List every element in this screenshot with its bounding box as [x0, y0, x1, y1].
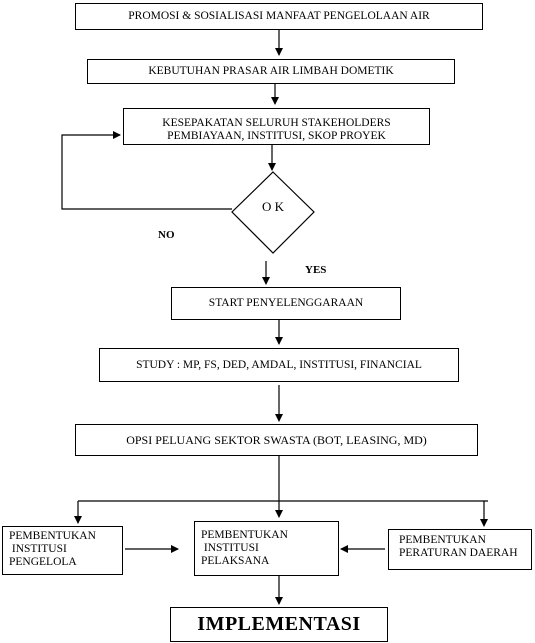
opsi-box — [75, 424, 478, 456]
start-text: START PENYELENGGARAAN — [208, 297, 364, 309]
kesepakatan-box — [123, 108, 430, 145]
pelaksana-box — [194, 521, 339, 576]
pelaksana-text-line3: PELAKSANA — [201, 555, 270, 567]
implementasi-text: IMPLEMENTASI — [197, 613, 361, 635]
peraturan-text-line1: PEMBENTUKAN — [399, 534, 486, 546]
start-box — [171, 287, 401, 320]
kebutuhan-text: KEBUTUHAN PRASAR AIR LIMBAH DOMETIK — [148, 65, 394, 77]
decision-text-wrap — [243, 196, 303, 218]
yes-label: YES — [305, 264, 327, 276]
promosi-box — [75, 3, 483, 30]
opsi-text: OPSI PELUANG SEKTOR SWASTA (BOT, LEASING, MD) — [126, 432, 427, 447]
study-text: STUDY : MP, FS, DED, AMDAL, INSTITUSI, FINANCIAL — [136, 358, 422, 371]
peraturan-text-line2: PERATURAN DAERAH — [399, 547, 518, 559]
pengelola-text-line3: PENGELOLA — [9, 556, 77, 568]
pengelola-text-line1: PEMBENTUKAN — [9, 530, 96, 542]
kebutuhan-box — [87, 59, 455, 84]
decision-text: O K — [261, 199, 285, 214]
kesepakatan-text-line1: KESEPAKATAN SELURUH STAKEHOLDERS — [162, 117, 391, 129]
kesepakatan-text-line2: PEMBIAYAAN, INSTITUSI, SKOP PROYEK — [167, 130, 386, 142]
promosi-text: PROMOSI & SOSIALISASI MANFAAT PENGELOLAAN AIR — [128, 10, 430, 22]
peraturan-box — [388, 529, 532, 570]
pengelola-text-line2: INSTITUSI — [9, 543, 67, 555]
pelaksana-text-line2: INSTITUSI — [201, 542, 259, 554]
arrow-no-loop — [62, 135, 232, 209]
pengelola-box — [2, 526, 123, 575]
pelaksana-text-line1: PEMBENTUKAN — [201, 529, 288, 541]
study-box — [99, 348, 459, 382]
implementasi-box — [170, 607, 388, 642]
no-label: NO — [158, 229, 175, 241]
